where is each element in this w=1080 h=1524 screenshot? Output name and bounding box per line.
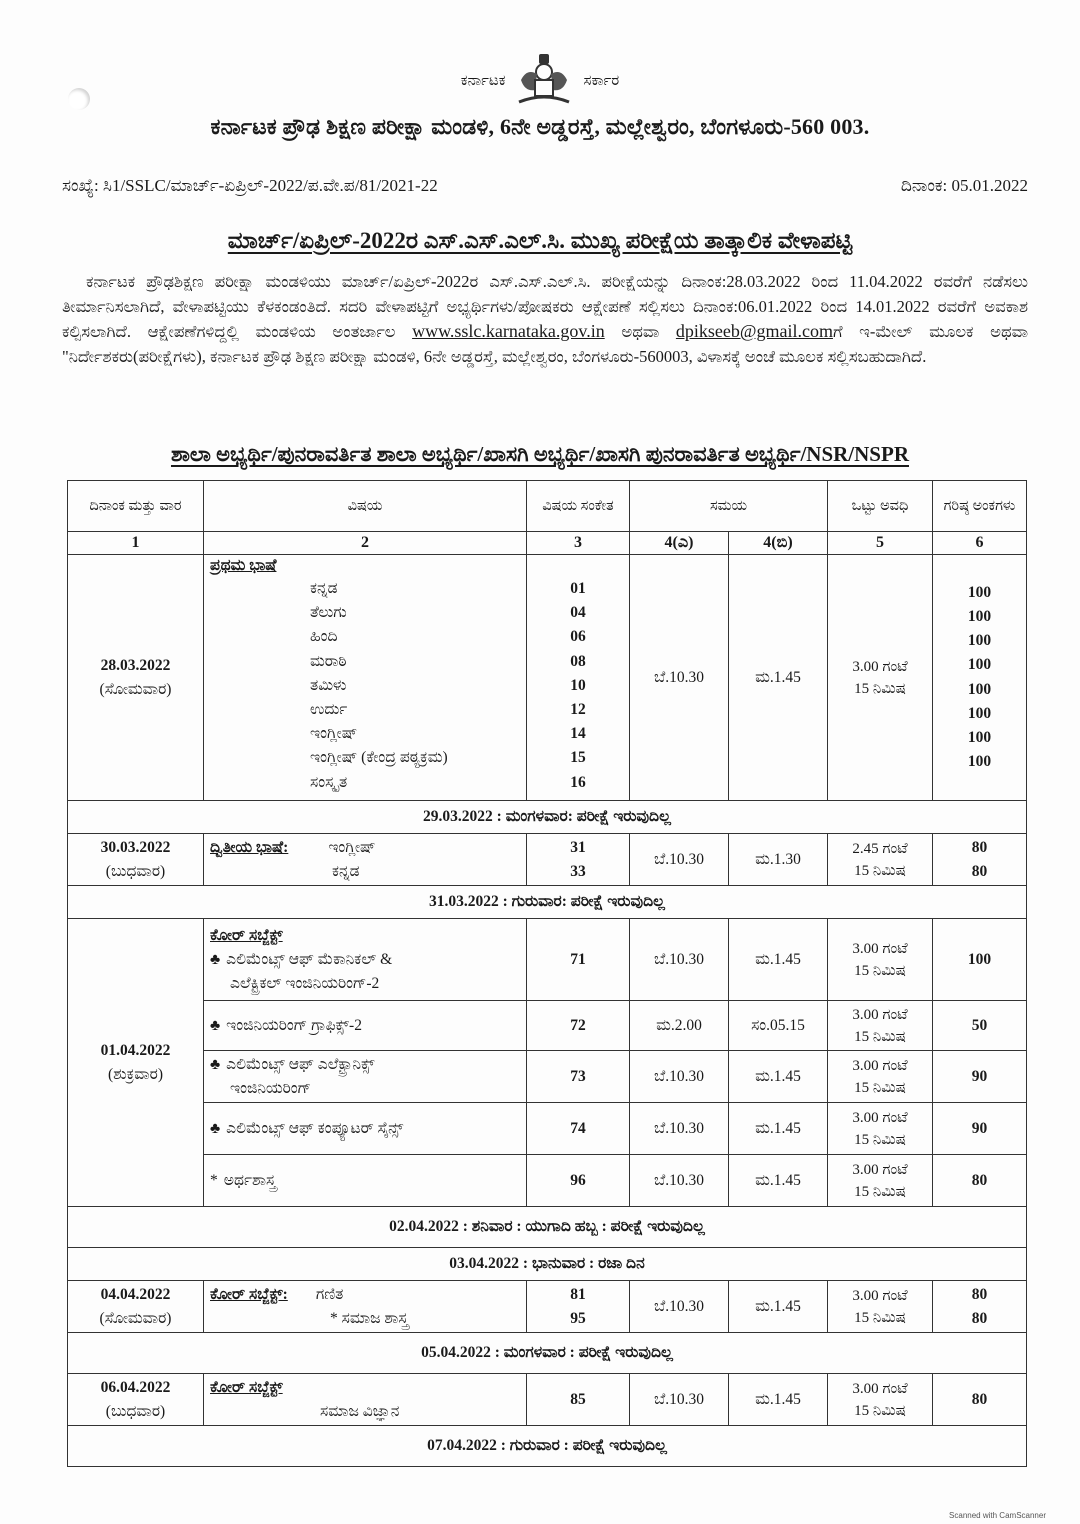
duration-cell: 2.45 ಗಂಟೆ 15 ನಿಮಿಷ — [828, 834, 933, 886]
intro-paragraph: ಕರ್ನಾಟಕ ಪ್ರೌಢಶಿಕ್ಷಣ ಪರೀಕ್ಷಾ ಮಂಡಳಿಯು ಮಾರ್ಚ್/ಏಪ್ರಿಲ್-2022ರ ಎಸ್.ಎಸ್.ಎಲ್.ಸಿ. ಪರೀಕ್ಷೆಯನ್ನು ದಿನಾಂಕ:28.03.2022 ರಿಂದ 11.04.2022 ರವರೆಗೆ ನಡೆಸಲು ತೀರ್ಮಾನಿಸಲಾಗಿದೆ, ವೇಳಾಪಟ್ಟಿಯು ಕೆಳಕಂಡಂತಿದೆ. ಸದರಿ ವೇಳಾಪಟ್ಟಿಗೆ ಅಭ್ಯರ್ಥಿಗಳು/ಪೋಷಕರು ಆಕ್ಷೇಪಣೆ ಸಲ್ಲಿಸಲು ದಿನಾಂಕ:06.01.2022 ರಿಂದ 14.01.2022 ರವರೆಗೆ ಅವಕಾಶ ಕಲ್ಪಿಸಲಾಗಿದೆ. ಆಕ್ಷೇಪಣೆಗಳಿದ್ದಲ್ಲಿ ಮಂಡಳಿಯ ಅಂತರ್ಜಾಲ www.sslc.karnataka.gov.in ಅಥವಾ dpikseeb@gmail.comಗೆ ಇ-ಮೇಲ್ ಮೂಲಕ ಅಥವಾ "ನಿರ್ದೇಶಕರು(ಪರೀಕ್ಷೆಗಳು), ಕರ್ನಾಟಕ ಪ್ರೌಢ ಶಿಕ್ಷಣ ಪರೀಕ್ಷಾ ಮಂಡಳಿ, 6ನೇ ಅಡ್ಡರಸ್ತೆ, ಮಲ್ಲೇಶ್ವರಂ, ಬೆಂಗಳೂರು-560003, ವಿಳಾಸಕ್ಕೆ ಅಂಚೆ ಮೂಲಕ ಸಲ್ಲಿಸಬಹುದಾಗಿದೆ. — [62, 272, 1029, 366]
table-row: ♣ ಎಲಿಮೆಂಟ್ಸ್ ಆಫ್ ಎಲೆಕ್ಟ್ರಾನಿಕ್ಸ್ ಇಂಜಿನಿಯರಿಂಗ್ 73 ಬೆ.10.30 ಮ.1.45 3.00 ಗಂಟೆ 15 ನಿಮಿಷ 90 — [68, 1051, 1027, 1103]
gov-label-left: ಕರ್ನಾಟಕ — [460, 73, 506, 89]
scanner-watermark: Scanned with CamScanner — [949, 1511, 1046, 1520]
document-title: ಮಾರ್ಚ್/ಏಪ್ರಿಲ್-2022ರ ಎಸ್.ಎಸ್.ಎಲ್.ಸಿ. ಮುಖ್ಯ ಪರೀಕ್ಷೆಯ ತಾತ್ಕಾಲಿಕ ವೇಳಾಪಟ್ಟಿ — [227, 228, 853, 253]
club-bullet-icon: ♣ — [210, 1119, 221, 1137]
table-row: 04.04.2022 (ಸೋಮವಾರ) ಕೋರ್ ಸಬ್ಜೆಕ್ಟ್: ಗಣಿತ * ಸಮಾಜ ಶಾಸ್ತ್ರ 81 95 ಬೆ.10.30 ಮ.1.45 3.00 ಗಂಟೆ 15 ನಿಮಿಷ 80 80 — [68, 1281, 1027, 1333]
start-time: ಬೆ.10.30 — [630, 834, 729, 886]
table-row: ♣ ಇಂಜಿನಿಯರಿಂಗ್ ಗ್ರಾಫಿಕ್ಸ್-2 72 ಮ.2.00 ಸಂ.05.15 3.00 ಗಂಟೆ 15 ನಿಮಿಷ 50 — [68, 1001, 1027, 1051]
subject-group: ಪ್ರಥಮ ಭಾಷೆ — [210, 557, 277, 574]
no-exam-row: 31.03.2022 : ಗುರುವಾರ: ಪರೀಕ್ಷೆ ಇರುವುದಿಲ್ಲ — [68, 886, 1027, 919]
holiday-row: 02.04.2022 : ಶನಿವಾರ : ಯುಗಾದಿ ಹಬ್ಬ : ಪರೀಕ್ಷೆ ಇರುವುದಿಲ್ಲ — [68, 1207, 1027, 1248]
table-row: 01.04.2022 (ಶುಕ್ರವಾರ) ಕೋರ್ ಸಬ್ಜೆಕ್ಟ್ ♣ ಎಲಿಮೆಂಟ್ಸ್ ಆಫ್ ಮೆಕಾನಿಕಲ್ & ಎಲೆಕ್ಟ್ರಿಕಲ್ ಇಂಜಿನಿಯರಿಂಗ್-2 71 ಬೆ.10.30 ಮ.1.45 3.00 ಗಂಟೆ 15 ನಿಮಿಷ 100 — [68, 919, 1027, 1001]
gov-label-right: ಸರ್ಕಾರ — [583, 73, 620, 89]
subject-cell: ಕೋರ್ ಸಬ್ಜೆಕ್ಟ್: ಗಣಿತ * ಸಮಾಜ ಶಾಸ್ತ್ರ — [204, 1281, 527, 1333]
table-row: 06.04.2022 (ಬುಧವಾರ) ಕೋರ್ ಸಬ್ಜೆಕ್ಟ್ ಸಮಾಜ ವಿಜ್ಞಾನ 85 ಬೆ.10.30 ಮ.1.45 3.00 ಗಂಟೆ 15 ನಿಮಿಷ 80 — [68, 1374, 1027, 1426]
holiday-row: 03.04.2022 : ಭಾನುವಾರ : ರಜಾ ದಿನ — [68, 1248, 1027, 1281]
state-emblem-icon — [511, 52, 577, 110]
candidate-category-heading: ಶಾಲಾ ಅಭ್ಯರ್ಥಿ/ಪುನರಾವರ್ತಿತ ಶಾಲಾ ಅಭ್ಯರ್ಥಿ/ಖಾಸಗಿ ಅಭ್ಯರ್ಥಿ/ಖಾಸಗಿ ಪುನರಾವರ್ತಿತ ಅಭ್ಯರ್ಥಿ/NSR/NSPR — [170, 442, 909, 466]
date-cell: 28.03.2022 (ಸೋಮವಾರ) — [68, 555, 204, 801]
subject-cell: ಕೋರ್ ಸಬ್ಜೆಕ್ಟ್ ಸಮಾಜ ವಿಜ್ಞಾನ — [204, 1374, 527, 1426]
subject-cell: ಪ್ರಥಮ ಭಾಷೆ ಕನ್ನಡ ತೆಲುಗು ಹಿಂದಿ ಮರಾಠಿ ತಮಿಳು ಉರ್ದು ಇಂಗ್ಲೀಷ್ ಇಂಗ್ಲೀಷ್ (ಕೇಂದ್ರ ಪಠ್ಯಕ್ರಮ) ಸಂಸ್ಕೃತ — [204, 555, 527, 801]
start-time: ಬೆ.10.30 — [630, 555, 729, 801]
subject-cell: ಕೋರ್ ಸಬ್ಜೆಕ್ಟ್ ♣ ಎಲಿಮೆಂಟ್ಸ್ ಆಫ್ ಮೆಕಾನಿಕಲ್ & ಎಲೆಕ್ಟ್ರಿಕಲ್ ಇಂಜಿನಿಯರಿಂಗ್-2 — [204, 919, 527, 1001]
reference-line — [62, 176, 1028, 196]
col-max-marks: ಗರಿಷ್ಠ ಅಂಕಗಳು — [933, 481, 1027, 532]
exam-timetable — [67, 480, 1027, 1467]
email-link[interactable]: dpikseeb@gmail.com — [675, 321, 833, 341]
board-address: ಕರ್ನಾಟಕ ಪ್ರೌಢ ಶಿಕ್ಷಣ ಪರೀಕ್ಷಾ ಮಂಡಳಿ, 6ನೇ ಅಡ್ಡರಸ್ತೆ, ಮಲ್ಲೇಶ್ವರಂ, ಬೆಂಗಳೂರು-560 003. — [210, 114, 870, 139]
duration-cell: 3.00 ಗಂಟೆ 15 ನಿಮಿಷ — [828, 555, 933, 801]
no-exam-row: 07.04.2022 : ಗುರುವಾರ : ಪರೀಕ್ಷೆ ಇರುವುದಿಲ್ಲ — [68, 1426, 1027, 1467]
government-header — [0, 52, 1080, 110]
code-cell: 31 33 — [527, 834, 630, 886]
header-row — [68, 481, 1027, 532]
club-bullet-icon: ♣ — [210, 1016, 221, 1034]
club-bullet-icon: ♣ — [210, 950, 221, 968]
no-exam-row: 29.03.2022 : ಮಂಗಳವಾರ: ಪರೀಕ್ಷೆ ಇರುವುದಿಲ್ಲ — [68, 801, 1027, 834]
col-time: ಸಮಯ — [630, 481, 828, 532]
table-row: * ಅರ್ಥಶಾಸ್ತ್ರ 96 ಬೆ.10.30 ಮ.1.45 3.00 ಗಂಟೆ 15 ನಿಮಿಷ 80 — [68, 1155, 1027, 1207]
table-row: ♣ ಎಲಿಮೆಂಟ್ಸ್ ಆಫ್ ಕಂಪ್ಯೂಟರ್ ಸೈನ್ಸ್ 74 ಬೆ.10.30 ಮ.1.45 3.00 ಗಂಟೆ 15 ನಿಮಿಷ 90 — [68, 1103, 1027, 1155]
col-duration: ಒಟ್ಟು ಅವಧಿ — [828, 481, 933, 532]
column-number-row: 1 2 3 4(ಎ) 4(ಬಿ) 5 6 — [68, 532, 1027, 555]
col-subject: ವಿಷಯ — [204, 481, 527, 532]
date-cell: 01.04.2022 (ಶುಕ್ರವಾರ) — [68, 919, 204, 1207]
col-code: ವಿಷಯ ಸಂಕೇತ — [527, 481, 630, 532]
date-cell: 06.04.2022 (ಬುಧವಾರ) — [68, 1374, 204, 1426]
col-date-day: ದಿನಾಂಕ ಮತ್ತು ವಾರ — [68, 481, 204, 532]
marks-cell: 80 80 — [933, 834, 1027, 886]
date-cell: 04.04.2022 (ಸೋಮವಾರ) — [68, 1281, 204, 1333]
date-cell: 30.03.2022 (ಬುಧವಾರ) — [68, 834, 204, 886]
table-row — [68, 555, 1027, 801]
letter-date: ದಿನಾಂಕ: 05.01.2022 — [900, 176, 1028, 195]
end-time: ಮ.1.45 — [729, 555, 828, 801]
website-link[interactable]: www.sslc.karnataka.gov.in — [412, 321, 605, 341]
end-time: ಮ.1.30 — [729, 834, 828, 886]
reference-number: ಸಂಖ್ಯೆ: ಸಿ1/SSLC/ಮಾರ್ಚ್-ಏಪ್ರಿಲ್-2022/ಪ.ವೇ.ಪ/81/2021-22 — [62, 176, 438, 195]
table-row — [68, 834, 1027, 886]
code-cell: 01 04 06 08 10 12 14 15 16 — [527, 555, 630, 801]
club-bullet-icon: ♣ — [210, 1055, 221, 1073]
subject-cell: ದ್ವಿತೀಯ ಭಾಷೆ: ಇಂಗ್ಲೀಷ್ ಕನ್ನಡ — [204, 834, 527, 886]
marks-cell: 100 100 100 100 100 100 100 100 — [933, 555, 1027, 801]
asterisk-bullet-icon: * — [210, 1171, 218, 1189]
no-exam-row: 05.04.2022 : ಮಂಗಳವಾರ : ಪರೀಕ್ಷೆ ಇರುವುದಿಲ್ಲ — [68, 1333, 1027, 1374]
